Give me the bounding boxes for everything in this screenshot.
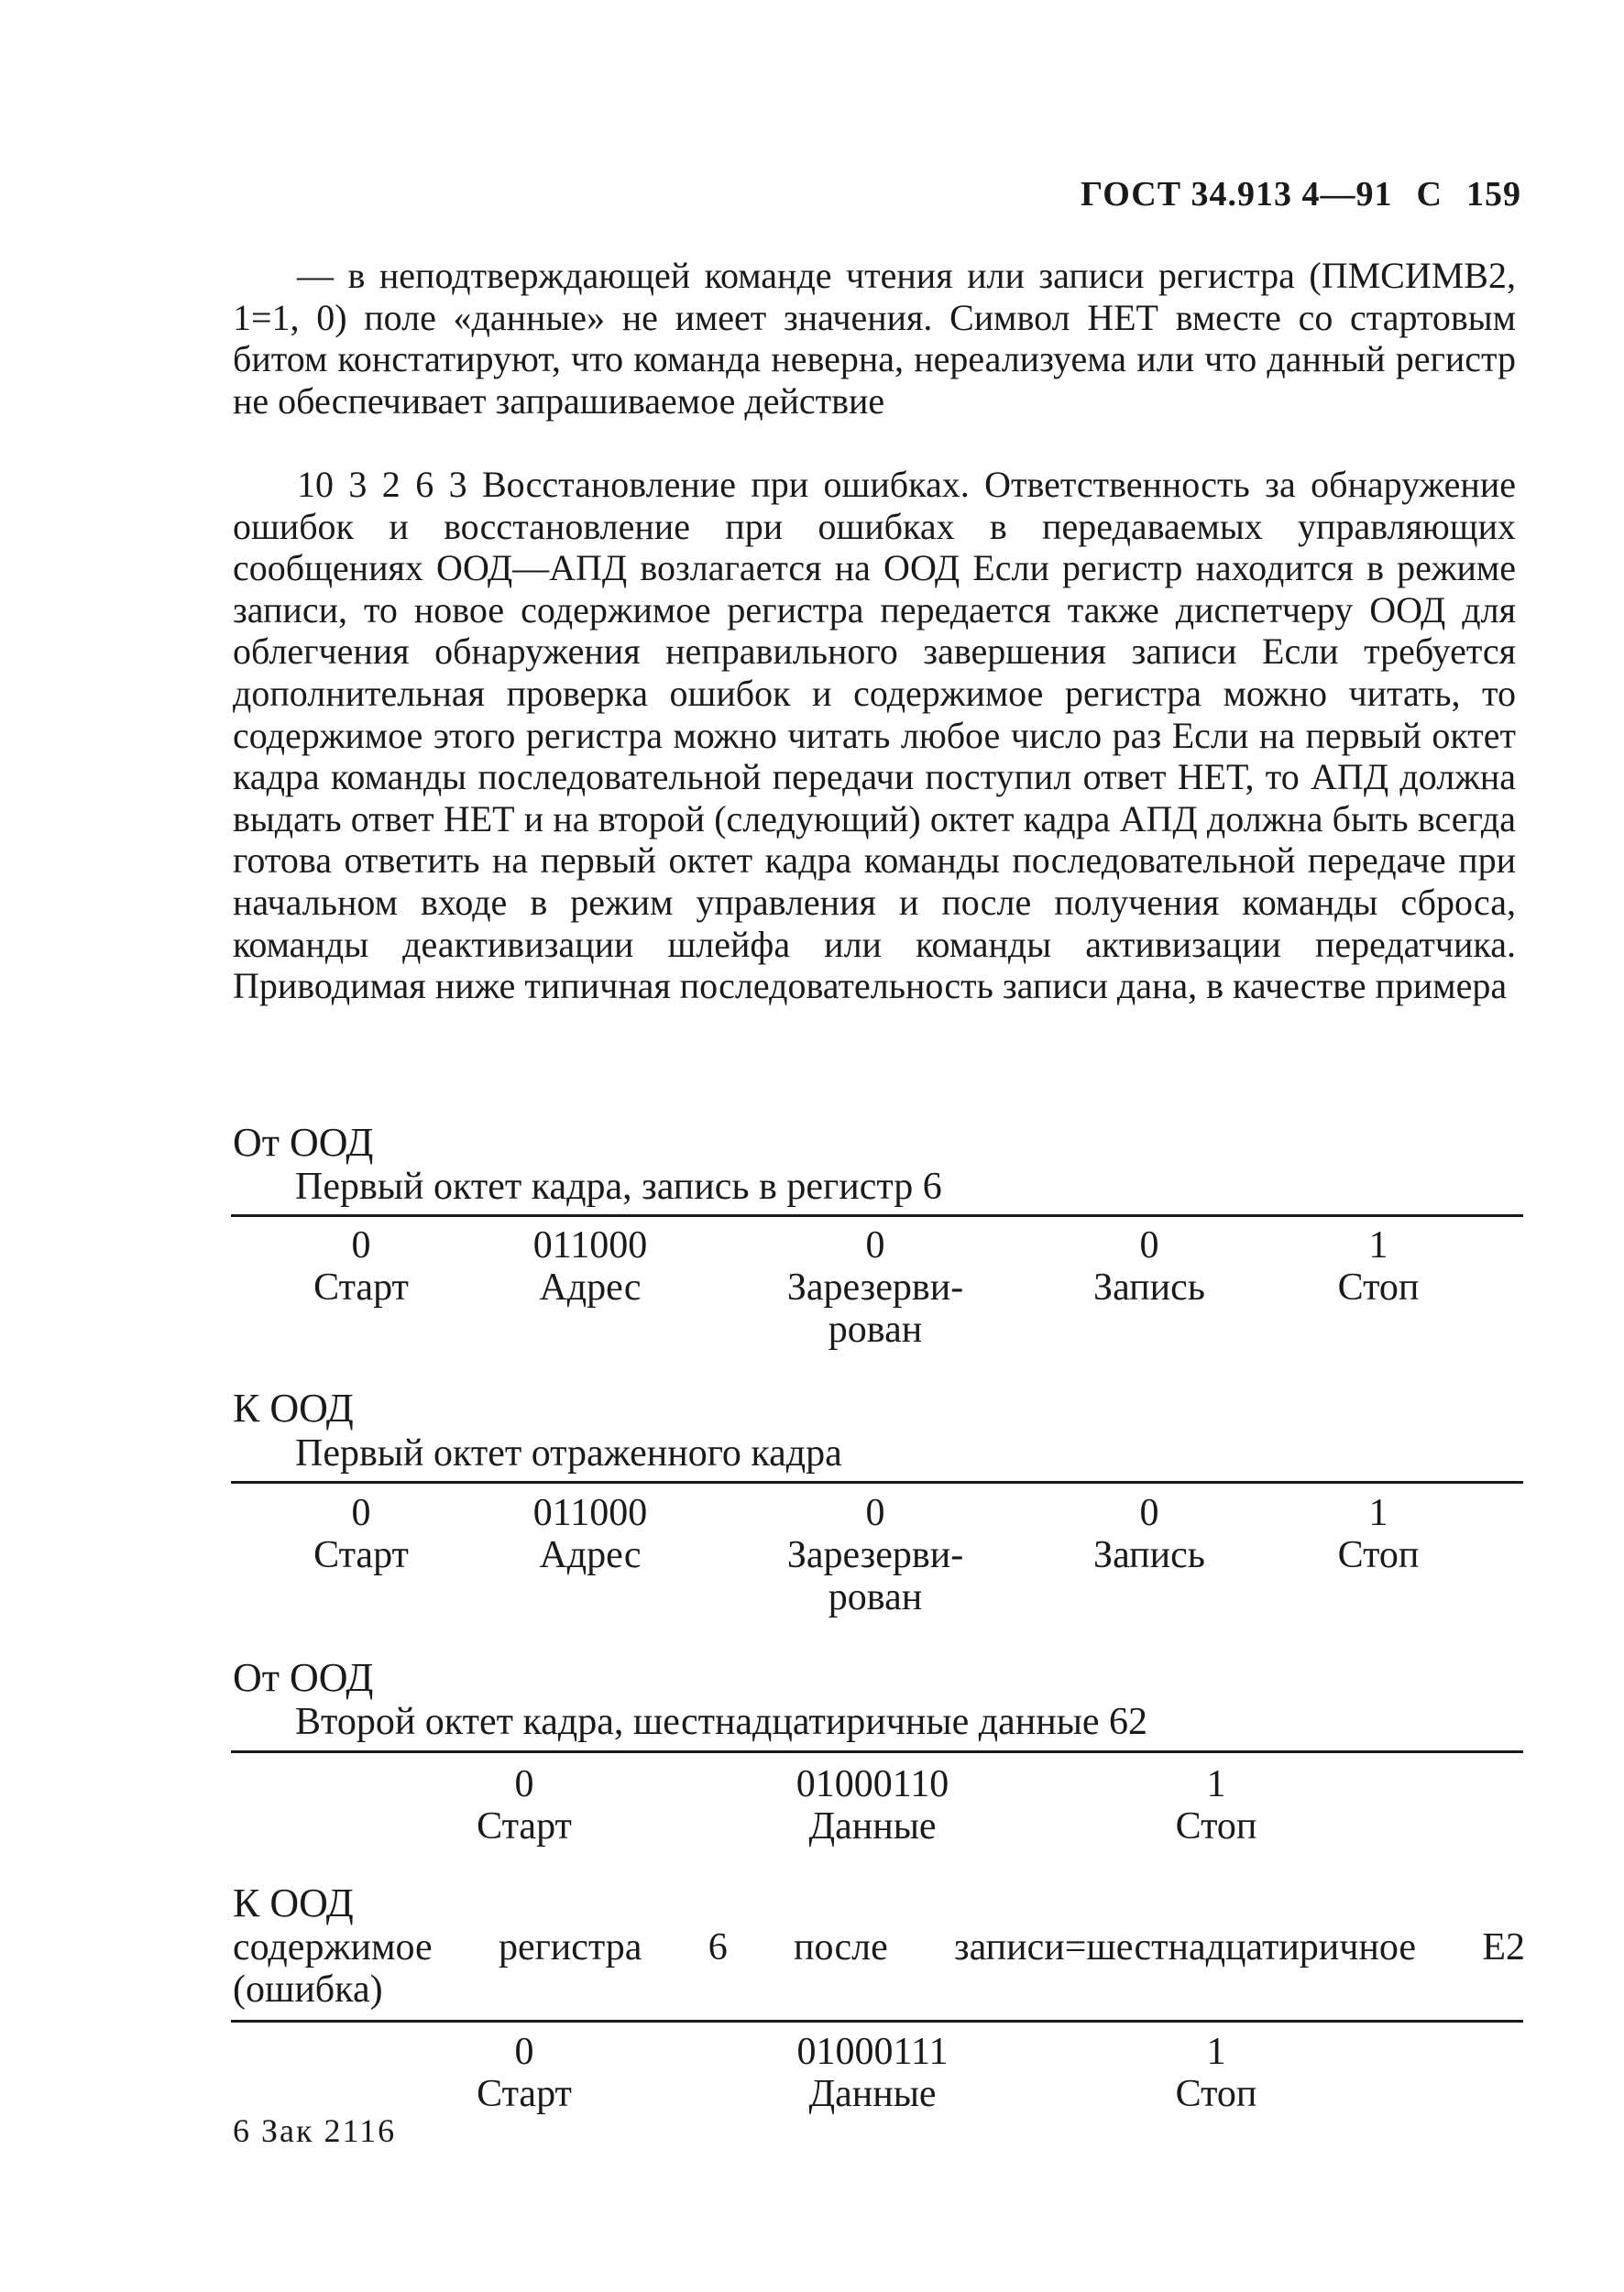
frame-field [1176,1763,1257,1848]
field-value: 0 [1139,1224,1159,1267]
direction-label: От ООД [233,1120,374,1165]
page-number: 159 [1466,175,1521,214]
note-line: (ошибка) [233,1968,383,2011]
field-value: 1 [1368,1492,1388,1534]
note-word: 6 [708,1926,728,1968]
field-label-continued: рован [828,1576,923,1618]
direction-label: К ООД [233,1386,354,1431]
print-order-footer: 6 Зак 2116 [233,2112,397,2149]
field-label: Зарезерви- [786,1534,964,1576]
field-label: Данные [808,2073,937,2115]
field-label: Стоп [1337,1534,1420,1576]
field-value: 1 [1206,2031,1226,2073]
field-label: Адрес [539,1534,642,1576]
field-label: Старт [313,1534,409,1576]
field-value: 01000110 [796,1763,949,1805]
frame-field [533,1224,647,1309]
field-label: Стоп [1175,1805,1257,1848]
standard-number: ГОСТ 34.913 4—91 [1081,175,1393,214]
table-rule [231,1214,1523,1217]
direction-label: К ООД [233,1881,354,1925]
field-label: Запись [1093,1534,1205,1576]
frame-field [477,1763,572,1848]
field-label: Старт [477,1805,572,1848]
frame-caption: Второй октет кадра, шестнадцатиричные данные 62 [295,1701,1148,1743]
field-label-continued: рован [828,1309,923,1351]
field-value: 0 [514,1763,534,1805]
frame-field [313,1224,409,1309]
field-value: 011000 [532,1492,648,1534]
field-value: 0 [865,1224,885,1267]
field-value: 0 [865,1492,885,1534]
frame-field [533,1492,647,1576]
field-value: 0 [1139,1492,1159,1534]
frame-field [1338,1492,1420,1576]
frame-field [313,1492,409,1576]
table-rule [231,2020,1523,2023]
field-value: 0 [351,1224,371,1267]
table-rule [231,1481,1523,1484]
frame-caption: Первый октет отраженного кадра [295,1432,842,1475]
field-value: 1 [1206,1763,1226,1805]
frame-field [477,2031,572,2115]
note-word: после [793,1926,888,1968]
table-rule [231,1750,1523,1753]
field-value: 0 [514,2031,534,2073]
paragraph-error-recovery: 10 3 2 6 3 Восстановление при ошибках. Ответственность за обнаружение ошибок и восстановление при ошибках в передаваемых управляющих сообщениях ООД—АПД возлагается на ООД Если регистр находится в режиме записи, то новое содержимое регистра передается также диспетчеру ООД для облегчения обнаружения неправильного завершения записи Если требуется дополнительная проверка ошибок и содержимое регистра можно читать, то содержимое этого регистра можно читать любое число раз Если на первый октет кадра команды последовательной передачи поступил ответ НЕТ, то АПД должна выдать ответ НЕТ и на второй (следующий) октет кадра АПД должна быть всегда готова ответить на первый октет кадра команды последовательной передаче при начальном входе в режим управления и после получения команды сброса, команды деактивизации шлейфа или команды активизации передатчика. Приводимая ниже типичная последовательность записи дана, в качестве примера [233,464,1516,1007]
frame-field [787,1492,963,1618]
frame-field [1176,2031,1257,2115]
field-value: 0 [351,1492,371,1534]
note-word: содержимое [233,1926,433,1968]
note-word: записи=шестнадцатиричное [954,1926,1417,1968]
field-label: Старт [477,2073,572,2115]
frame-field [1093,1492,1205,1576]
direction-label: От ООД [233,1655,374,1700]
note-word: регистра [498,1926,642,1968]
frame-field [797,2031,949,2115]
field-value: 1 [1368,1224,1388,1267]
field-value: 01000111 [796,2031,949,2073]
field-label: Старт [313,1267,409,1309]
field-label: Данные [808,1805,937,1848]
field-label: Адрес [539,1267,642,1309]
note-line [233,1926,1525,1968]
field-label: Зарезерви- [786,1267,964,1309]
note-word: Е2 [1482,1926,1525,1968]
section-letter: С [1416,175,1443,214]
paragraph-nak-response: — в неподтверждающей команде чтения или записи регистра (ПМСИМВ2, 1=1, 0) поле «данные» не имеет значения. Символ НЕТ вместе со стартовым битом констатируют, что команда неверна, нереализуема или что данный регистр не обеспечивает запрашиваемое действие [233,255,1516,422]
frame-caption: Первый октет кадра, запись в регистр 6 [295,1166,942,1208]
field-label: Запись [1093,1267,1205,1309]
frame-field [1093,1224,1205,1309]
field-value: 011000 [532,1224,648,1267]
frame-field [1338,1224,1420,1309]
field-label: Стоп [1175,2073,1257,2115]
field-label: Стоп [1337,1267,1420,1309]
register-contents-note [233,1926,1525,2011]
page-header [1081,174,1521,214]
frame-field [796,1763,949,1848]
frame-field [787,1224,963,1351]
